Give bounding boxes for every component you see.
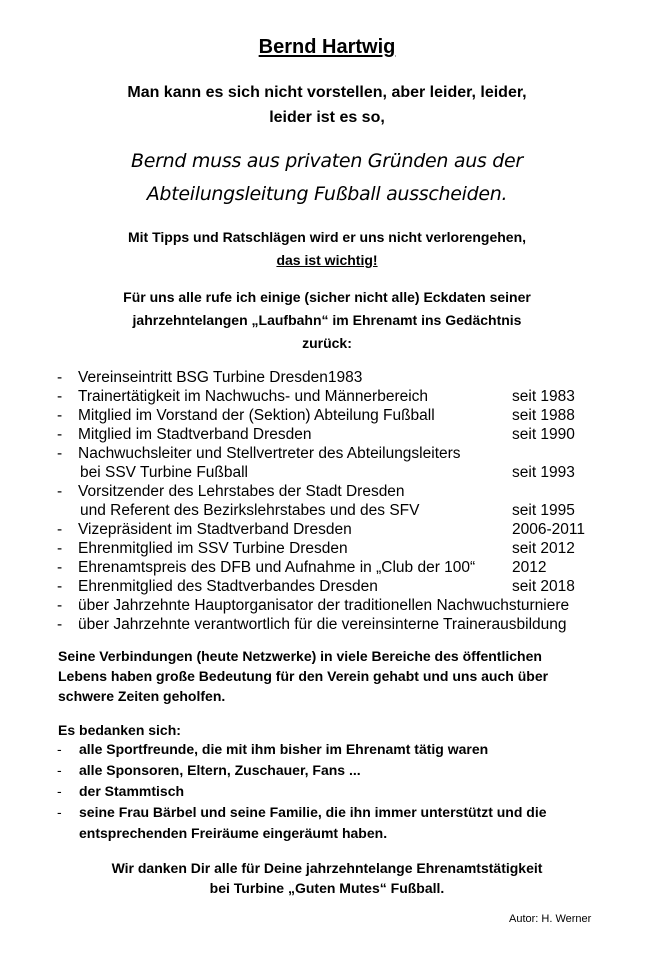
connections-line-3: schwere Zeiten geholfen. (58, 688, 226, 704)
career-item (0, 597, 654, 616)
recall-line-1: Für uns alle rufe ich einige (sicher nicht alle) Eckdaten seiner (123, 289, 531, 305)
career-date: seit 2012 (512, 540, 575, 557)
career-text: Vereinseintritt BSG Turbine Dresden1983 (78, 369, 363, 386)
bullet-dash: - (57, 407, 63, 424)
bullet-dash: - (57, 616, 63, 633)
career-text: Trainertätigkeit im Nachwuchs- und Männerbereich (78, 388, 429, 405)
bullet-dash: - (57, 804, 62, 820)
announcement-line-1: Bernd muss aus privaten Gründen aus der (131, 150, 523, 172)
thanks-text: der Stammtisch (79, 783, 185, 799)
thanks-item (0, 741, 654, 761)
bullet-dash: - (57, 578, 63, 595)
bullet-dash: - (57, 388, 63, 405)
career-item (0, 426, 654, 445)
bullet-dash: - (57, 483, 63, 500)
career-text: über Jahrzehnte verantwortlich für die vereinsinterne Trainerausbildung (78, 616, 567, 633)
career-item (0, 540, 654, 559)
announcement-line-2: Abteilungsleitung Fußball ausscheiden. (146, 183, 508, 205)
career-text: Mitglied im Stadtverband Dresden (78, 426, 312, 443)
career-item (0, 616, 654, 635)
career-date: 2006-2011 (512, 521, 585, 538)
career-text: Ehrenamtspreis des DFB und Aufnahme in „Club der 100“ (78, 559, 476, 576)
advice-line-2: das ist wichtig! (276, 252, 378, 268)
career-text: Mitglied im Vorstand der (Sektion) Abteilung Fußball (78, 407, 435, 424)
closing-line-2: bei Turbine „Guten Mutes“ Fußball. (209, 880, 445, 896)
career-date: 2012 (512, 559, 547, 576)
page-title (0, 36, 654, 59)
career-text: Ehrenmitglied des Stadtverbandes Dresden (78, 578, 378, 595)
career-item (0, 521, 654, 540)
connections-line-1: Seine Verbindungen (heute Netzwerke) in viele Bereiche des öffentlichen (58, 648, 542, 664)
recall-line-2: jahrzehntelangen „Laufbahn“ im Ehrenamt ins Gedächtnis (132, 312, 522, 328)
bullet-dash: - (57, 426, 63, 443)
career-date: seit 2018 (512, 578, 575, 595)
career-item (0, 559, 654, 578)
career-date: seit 1990 (512, 426, 575, 443)
career-item (0, 407, 654, 426)
career-date: seit 1995 (512, 502, 575, 519)
bullet-dash: - (57, 369, 63, 386)
connections-line-2: Lebens haben große Bedeutung für den Verein gehabt und uns auch über (58, 668, 549, 684)
closing-line-1: Wir danken Dir alle für Deine jahrzehntelange Ehrenamtstätigkeit (111, 860, 543, 876)
thanks-heading: Es bedanken sich: (58, 722, 181, 738)
career-item-continuation (0, 502, 654, 521)
career-date: seit 1983 (512, 388, 575, 405)
career-item (0, 388, 654, 407)
intro-line-1: Man kann es sich nicht vorstellen, aber leider, leider, (127, 84, 527, 101)
career-text: Ehrenmitglied im SSV Turbine Dresden (78, 540, 348, 557)
career-date: seit 1993 (512, 464, 575, 481)
bullet-dash: - (57, 540, 63, 557)
bullet-dash: - (57, 741, 62, 757)
intro-line-2: leider ist es so, (269, 109, 385, 126)
career-text: Vizepräsident im Stadtverband Dresden (78, 521, 352, 538)
career-text: und Referent des Bezirkslehrstabes und des SFV (80, 502, 420, 519)
career-text: Nachwuchsleiter und Stellvertreter des Abteilungsleiters (78, 445, 461, 462)
career-item (0, 483, 654, 502)
bullet-dash: - (57, 521, 63, 538)
advice-line-1: Mit Tipps und Ratschlägen wird er uns nicht verlorengehen, (127, 229, 527, 245)
thanks-text: seine Frau Bärbel und seine Familie, die ihn immer unterstützt und die (79, 804, 547, 820)
page-title-text: Bernd Hartwig (258, 36, 396, 58)
career-item-continuation (0, 464, 654, 483)
career-text: bei SSV Turbine Fußball (80, 464, 249, 481)
career-item (0, 369, 654, 388)
thanks-text: entsprechenden Freiräume eingeräumt haben. (79, 825, 388, 841)
thanks-text: alle Sportfreunde, die mit ihm bisher im Ehrenamt tätig waren (79, 741, 489, 757)
thanks-item (0, 762, 654, 782)
career-item (0, 445, 654, 464)
career-item (0, 578, 654, 597)
author-credit: Autor: H. Werner (509, 913, 592, 925)
career-text: über Jahrzehnte Hauptorganisator der traditionellen Nachwuchsturniere (78, 597, 570, 614)
career-date: seit 1988 (512, 407, 575, 424)
bullet-dash: - (57, 762, 62, 778)
bullet-dash: - (57, 783, 62, 799)
bullet-dash: - (57, 445, 63, 462)
thanks-item (0, 783, 654, 803)
thanks-item (0, 804, 654, 824)
career-text: Vorsitzender des Lehrstabes der Stadt Dresden (78, 483, 405, 500)
bullet-dash: - (57, 559, 63, 576)
recall-line-3: zurück: (302, 335, 352, 351)
bullet-dash: - (57, 597, 63, 614)
thanks-text: alle Sponsoren, Eltern, Zuschauer, Fans ... (79, 762, 361, 778)
thanks-item-continuation (0, 825, 654, 845)
